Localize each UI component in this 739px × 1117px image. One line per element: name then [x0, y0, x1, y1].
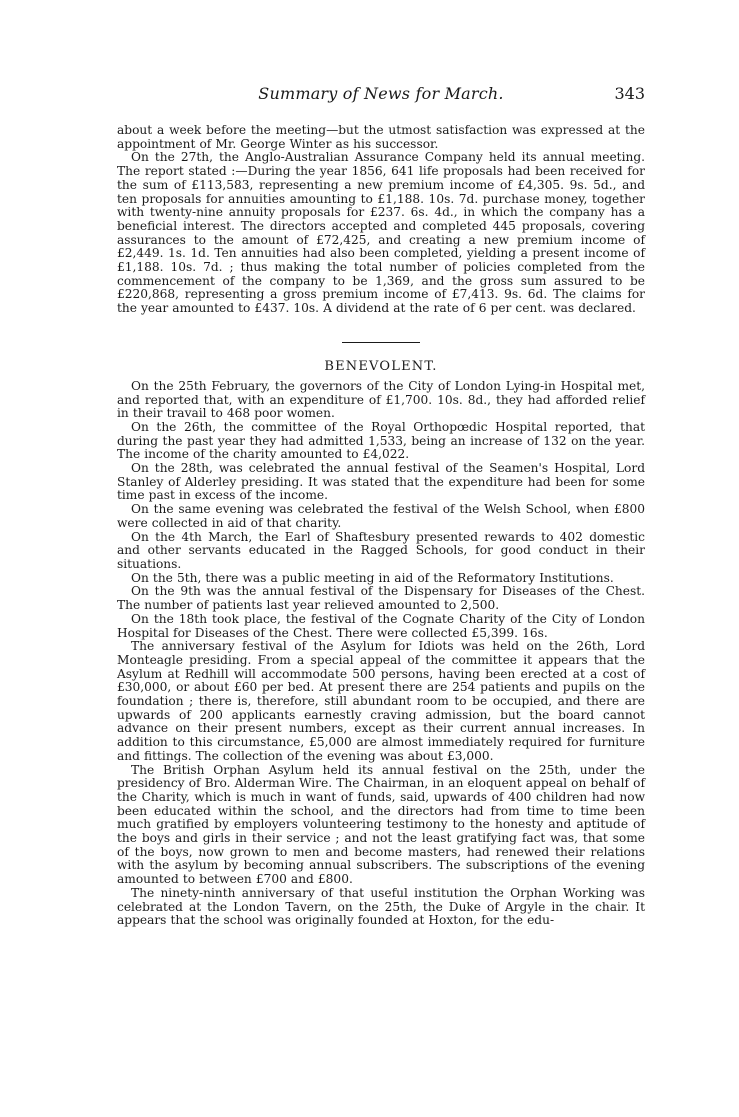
running-head — [117, 84, 645, 108]
paragraph-british-orphan-asylum: The British Orphan Asylum held its annual festival on the 25th, under the presidency of Bro. Alderman Wire. The Chairman, in an eloquent appeal on behalf of the Charity, which is much in want of funds, said, upwards of 400 children had now been educated within the school, and the directors had from time to time been much gratified by employers volunteering testimony to the honesty and aptitude of the boys and girls in their service ; and not the least gratifying fact was, that some of the boys, now grown to men and become masters, had renewed their relations with the asylum by becoming annual subscribers. The subscriptions of the evening amounted to between £700 and £800. — [117, 762, 645, 887]
paragraph-reformatory-institutions: On the 5th, there was a public meeting in aid of the Reformatory Institutions. — [131, 570, 614, 585]
intro-paragraph-assurance: On the 27th, the Anglo-Australian Assurance Company held its annual meeting. The report stated :—During the year 1856, 641 life proposals had been received for the sum of £113,583, representing a new premium income of £4,305. 9s. 5d., and ten proposals for annuities amounting to £1,188. 10s. 7d. purchase money, together with twenty-nine annuity proposals for £237. 6s. 4d., in which the company has a beneficial interest. The directors accepted and completed 445 proposals, covering assurances to the amount of £72,425, and creating a new premium income of £2,449. 1s. 1d. Ten annuities had also been completed, yielding a present income of £1,188. 10s. 7d. ; thus making the total number of policies completed from the commencement of the company to be 1,369, and the gross sum assured to be £220,868, representing a gross premium income of £7,413. 9s. 6d. The claims for the year amounted to £437. 10s. A dividend at the rate of 6 per cent. was declared. — [117, 150, 645, 316]
paragraph-lying-in-hospital: On the 25th February, the governors of the City of London Lying-in Hospital met, and reported that, with an expenditure of £1,700. 10s. 8d., they had afforded relief in their travail to 468 poor women. — [117, 378, 645, 421]
section-heading: BENEVOLENT. — [324, 358, 438, 374]
paragraph-orphan-working-school: The ninety-ninth anniversary of that useful institution the Orphan Working was celebrated at the London Tavern, on the 25th, the Duke of Argyle in the chair. It appears that the school was originally founded at Hoxton, for the edu- — [117, 885, 645, 928]
running-title: Summary of News for March. — [258, 84, 504, 103]
paragraph-asylum-for-idiots: The anniversary festival of the Asylum for Idiots was held on the 26th, Lord Monteagle presiding. From a special appeal of the committee it appears that the Asylum at Redhill will accommodate 500 persons, having been erected at a cost of £30,000, or about £60 per bed. At present there are 254 patients and pupils on the foundation ; there is, therefore, still abundant room to be occupied, and there are upwards of 200 applicants earnestly craving admission, but the board cannot advance on their present numbers, except as their current annual increases. In addition to this circumstance, £5,000 are almost immediately required for furniture and fittings. The collection of the evening was about £3,000. — [117, 639, 645, 763]
section-divider — [342, 342, 420, 343]
page-number: 343 — [614, 84, 645, 103]
paragraph-dispensary-chest: On the 9th was the annual festival of the Dispensary for Diseases of the Chest. The number of patients last year relieved amounted to 2,500. — [117, 584, 645, 613]
paragraph-orthopaedic-hospital: On the 26th, the committee of the Royal Orthopœdic Hospital reported, that during the past year they had admitted 1,533, being an increase of 132 on the year. The income of the charity amounted to £4,022. — [117, 419, 645, 462]
intro-paragraph-continued: about a week before the meeting—but the utmost satisfaction was expressed at the appointment of Mr. George Winter as his successor. — [117, 123, 645, 151]
paragraph-welsh-school: On the same evening was celebrated the festival of the Welsh School, when £800 were collected in aid of that charity. — [117, 502, 645, 530]
paragraph-seamens-hospital: On the 28th, was celebrated the annual festival of the Seamen's Hospital, Lord Stanley of Alderley presiding. It was stated that the expenditure had been for some time past in excess of the income. — [117, 461, 645, 503]
paragraph-ragged-schools: On the 4th March, the Earl of Shaftesbury presented rewards to 402 domestic and other servants educated in the Ragged Schools, for good conduct in their situations. — [117, 529, 645, 571]
paragraph-cognate-charity: On the 18th took place, the festival of the Cognate Charity of the City of London Hospital for Diseases of the Chest. There were collected £5,399. 16s. — [117, 611, 645, 640]
